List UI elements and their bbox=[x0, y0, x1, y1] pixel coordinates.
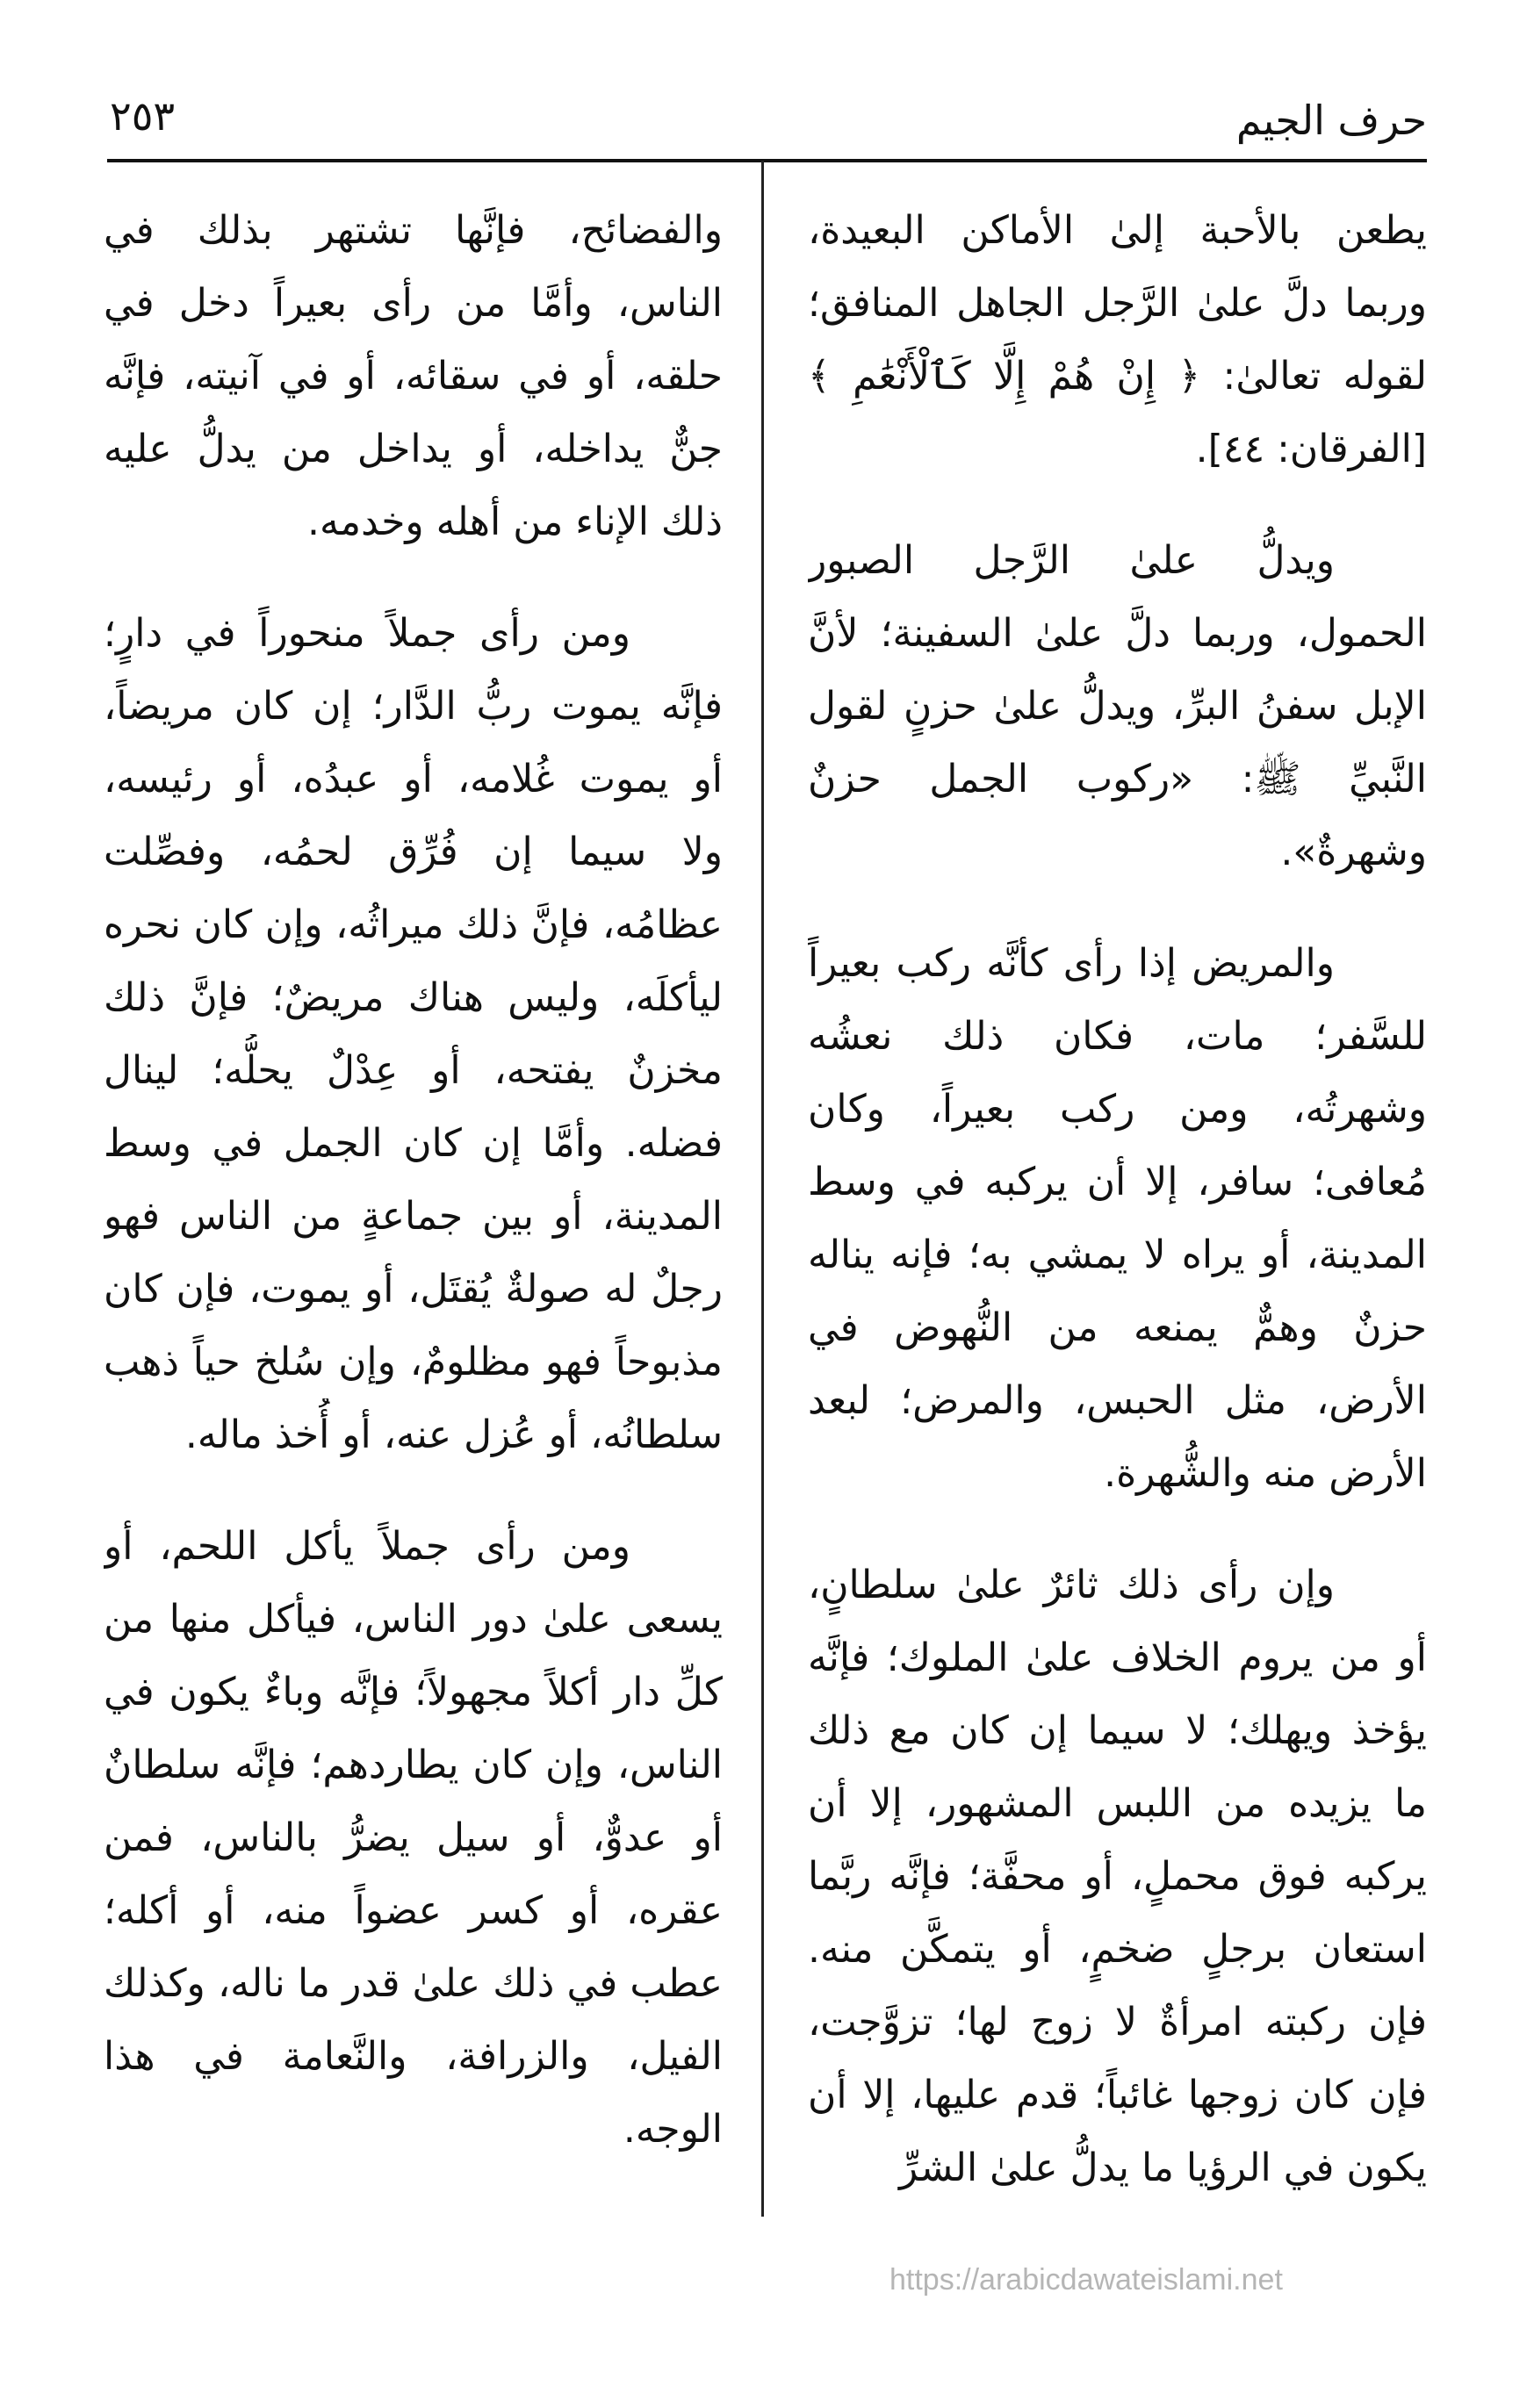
text-line: أو من يروم الخلاف علىٰ الملوك؛ فإنَّه bbox=[808, 1635, 1427, 1680]
text-line: عطب في ذلك علىٰ قدر ما ناله، وكذلك bbox=[104, 1961, 723, 2006]
left-column bbox=[104, 194, 723, 2166]
text-line: المدينة، أو يراه لا يمشي به؛ فإنه يناله bbox=[808, 1233, 1427, 1277]
text-line: الناس، وإن كان يطاردهم؛ فإنَّه سلطانٌ bbox=[104, 1743, 723, 1787]
text-line: الإبل سفنُ البرِّ، ويدلُّ علىٰ حزنٍ لقول bbox=[808, 684, 1427, 729]
paragraph bbox=[104, 1510, 723, 2166]
text-line: وشهرةٌ». bbox=[1280, 830, 1427, 874]
text-line: يكون في الرؤيا ما يدلُّ علىٰ الشرِّ bbox=[899, 2146, 1427, 2190]
text-line: ومن رأى جملاً يأكل اللحم، أو bbox=[104, 1524, 630, 1569]
text-line: أو يموت غُلامه، أو عبدُه، أو رئيسه، bbox=[104, 757, 723, 801]
text-line: ذلك الإناء من أهله وخدمه. bbox=[306, 500, 723, 544]
text-line: الناس، وأمَّا من رأى بعيراً دخل في bbox=[104, 281, 723, 326]
text-line: مذبوحاً فهو مظلومٌ، وإن سُلخ حياً ذهب bbox=[104, 1340, 723, 1384]
text-line: والمريض إذا رأى كأنَّه ركب بعيراً bbox=[808, 941, 1335, 986]
header-rule bbox=[107, 159, 1427, 162]
text-line: جنٌّ يداخله، أو يداخل من يدلُّ عليه bbox=[104, 427, 723, 471]
text-line: يسعى علىٰ دور الناس، فيأكل منها من bbox=[104, 1597, 723, 1642]
running-title: حرف الجيم bbox=[1235, 97, 1427, 144]
text-line: [الفرقان: ٤٤]. bbox=[1195, 427, 1427, 471]
text-line: ما يزيده من اللبس المشهور، إلا أن bbox=[808, 1781, 1427, 1826]
text-line: أو عدوٌّ، أو سيل يضرُّ بالناس، فمن bbox=[104, 1815, 723, 1860]
paragraph bbox=[808, 1549, 1427, 2204]
paragraph bbox=[104, 597, 723, 1471]
text-line: وربما دلَّ علىٰ الرَّجل الجاهل المنافق؛ bbox=[808, 281, 1427, 326]
text-line: الحمول، وربما دلَّ علىٰ السفينة؛ لأنَّ bbox=[808, 611, 1427, 656]
text-line: عظامُه، فإنَّ ذلك ميراثُه، وإن كان نحره bbox=[104, 902, 723, 947]
text-line: حزنٌ وهمٌّ يمنعه من النُّهوض في bbox=[808, 1305, 1427, 1350]
text-line: رجلٌ له صولةٌ يُقتَل، أو يموت، فإن كان bbox=[104, 1267, 723, 1312]
text-line: وشهرتُه، ومن ركب بعيراً، وكان bbox=[808, 1087, 1427, 1132]
column-divider bbox=[761, 161, 764, 2217]
text-line: عقره، أو كسر عضواً منه، أو أكله؛ bbox=[104, 1888, 723, 1933]
text-line: فإن كان زوجها غائباً؛ قدم عليها، إلا أن bbox=[808, 2073, 1427, 2117]
text-line: الأرض منه والشُّهرة. bbox=[1104, 1451, 1427, 1496]
paragraph bbox=[104, 194, 723, 558]
paragraph bbox=[808, 524, 1427, 888]
text-line: فضله. وأمَّا إن كان الجمل في وسط bbox=[104, 1121, 723, 1166]
page-number: ٢٥٣ bbox=[110, 92, 176, 140]
text-line: الفيل، والزرافة، والنَّعامة في هذا bbox=[104, 2034, 723, 2079]
text-line: للسَّفر؛ مات، فكان ذلك نعشُه bbox=[808, 1014, 1427, 1059]
text-line: الأرض، مثل الحبس، والمرض؛ لبعد bbox=[808, 1378, 1427, 1423]
right-column bbox=[808, 194, 1427, 2204]
text-line: ومن رأى جملاً منحوراً في دارٍ؛ bbox=[104, 611, 630, 656]
text-line: ولا سيما إن فُرِّق لحمُه، وفصِّلت bbox=[104, 830, 723, 874]
text-line: مُعافى؛ سافر، إلا أن يركبه في وسط bbox=[808, 1160, 1427, 1204]
text-line: يؤخذ ويهلك؛ لا سيما إن كان مع ذلك bbox=[808, 1708, 1427, 1753]
text-line: المدينة، أو بين جماعةٍ من الناس فهو bbox=[104, 1194, 723, 1239]
paragraph bbox=[808, 927, 1427, 1510]
text-line: فإن ركبته امرأةٌ لا زوج لها؛ تزوَّجت، bbox=[808, 2000, 1427, 2045]
text-line: الوجه. bbox=[623, 2107, 723, 2152]
text-line: ليأكلَه، وليس هناك مريضٌ؛ فإنَّ ذلك bbox=[104, 975, 723, 1020]
text-line: سلطانُه، أو عُزل عنه، أو أُخذ ماله. bbox=[184, 1412, 723, 1457]
text-line: والفضائح، فإنَّها تشتهر بذلك في bbox=[104, 208, 723, 253]
paragraph bbox=[808, 194, 1427, 485]
text-line: يركبه فوق محملٍ، أو محفَّة؛ فإنَّه ربَّما bbox=[808, 1854, 1427, 1899]
text-line: النَّبيِّ ﷺ: «ركوب الجمل حزنٌ bbox=[808, 757, 1427, 801]
text-line: استعان برجلٍ ضخمٍ، أو يتمكَّن منه. bbox=[808, 1927, 1427, 1972]
text-line: فإنَّه يموت ربُّ الدَّار؛ إن كان مريضاً، bbox=[104, 684, 723, 729]
watermark-url: https://arabicdawateislami.net bbox=[889, 2263, 1283, 2297]
text-line: كلِّ دار أكلاً مجهولاً؛ فإنَّه وباءٌ يكون في bbox=[104, 1670, 723, 1714]
text-line: يطعن بالأحبة إلىٰ الأماكن البعيدة، bbox=[808, 208, 1427, 253]
text-line: لقوله تعالىٰ: ﴿ إِنْ هُمْ إِلَّا كَٱلْأَنْعَٰمِ ﴾ bbox=[808, 354, 1427, 399]
text-line: مخزنٌ يفتحه، أو عِدْلٌ يحلُّه؛ لينال bbox=[104, 1048, 723, 1093]
text-line: حلقه، أو في سقائه، أو في آنيته، فإنَّه bbox=[104, 354, 723, 399]
text-line: وإن رأى ذلك ثائرٌ علىٰ سلطانٍ، bbox=[808, 1563, 1335, 1607]
text-line: ويدلُّ علىٰ الرَّجل الصبور bbox=[808, 538, 1335, 583]
